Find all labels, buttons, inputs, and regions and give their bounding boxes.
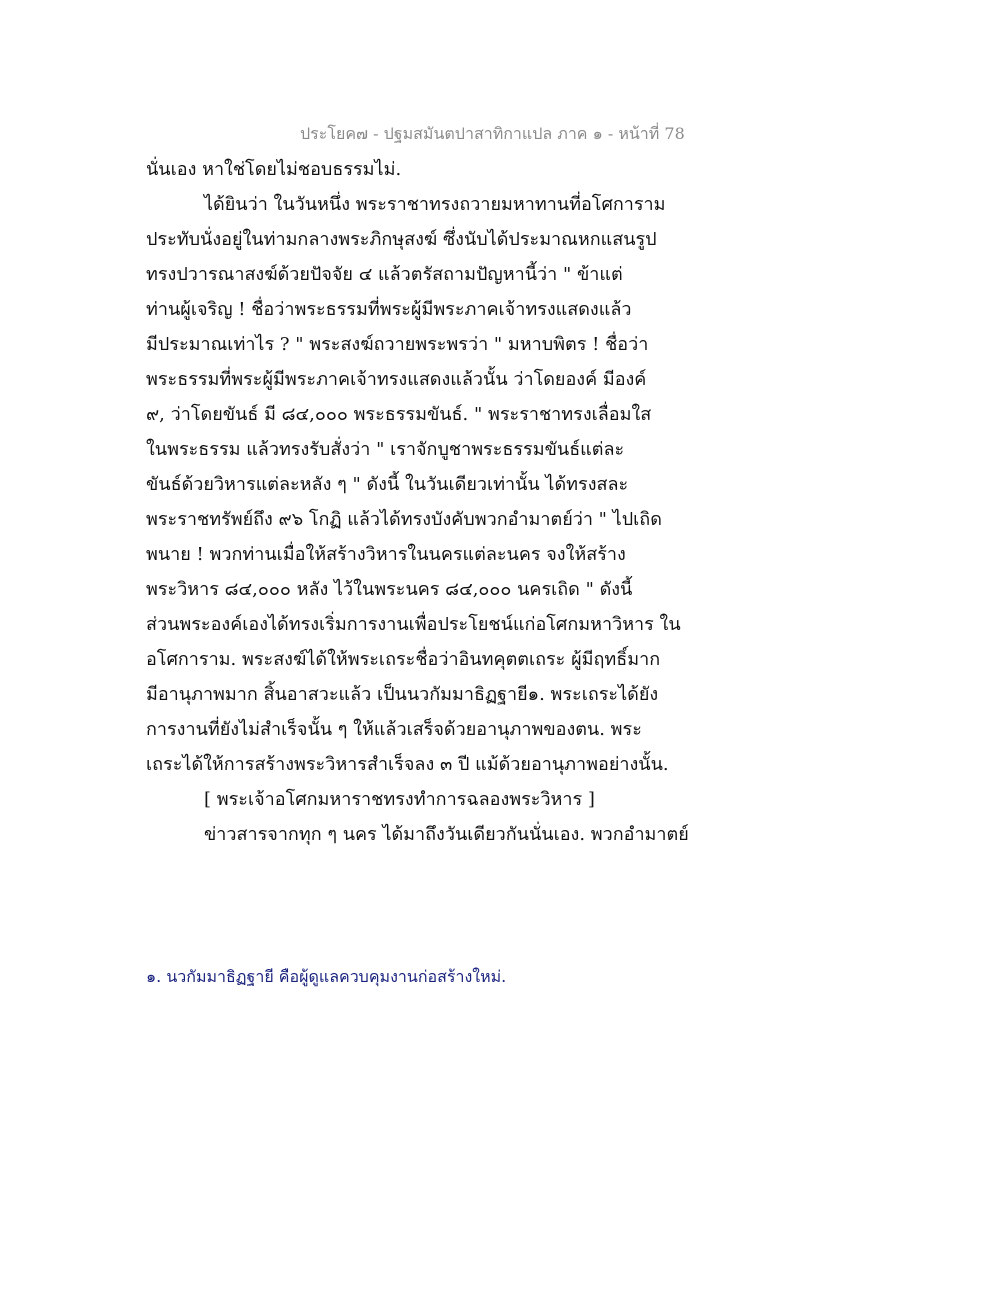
- text-line: ๙, ว่าโดยขันธ์ มี ๘๔,๐๐๐ พระธรรมขันธ์. " พระราชาทรงเลื่อมใส: [146, 404, 652, 425]
- text-line: ส่วนพระองค์เองได้ทรงเริ่มการงานเพื่อประโยชน์แก่อโศกมหาวิหาร ใน: [146, 614, 681, 635]
- section-heading: [ พระเจ้าอโศกมหาราชทรงทำการฉลองพระวิหาร ]: [204, 789, 595, 810]
- text-line: ในพระธรรม แล้วทรงรับสั่งว่า " เราจักบูชาพระธรรมขันธ์แต่ละ: [146, 439, 625, 460]
- text-line: ท่านผู้เจริญ ! ชื่อว่าพระธรรมที่พระผู้มีพระภาคเจ้าทรงแสดงแล้ว: [146, 299, 632, 320]
- text-line: พระราชทรัพย์ถึง ๙๖ โกฏิ แล้วได้ทรงบังคับพวกอำมาตย์ว่า " ไปเถิด: [146, 509, 662, 530]
- body-text: [146, 152, 726, 852]
- text-line: ข่าวสารจากทุก ๆ นคร ได้มาถึงวันเดียวกันนั่นเอง. พวกอำมาตย์: [204, 824, 689, 845]
- text-line: พนาย ! พวกท่านเมื่อให้สร้างวิหารในนครแต่ละนคร จงให้สร้าง: [146, 544, 626, 565]
- text-line: การงานที่ยังไม่สำเร็จนั้น ๆ ให้แล้วเสร็จด้วยอานุภาพของตน. พระ: [146, 719, 642, 740]
- text-line: เถระได้ให้การสร้างพระวิหารสำเร็จลง ๓ ปี แม้ด้วยอานุภาพอย่างนั้น.: [146, 754, 669, 775]
- footnote: ๑. นวกัมมาธิฏฐายี คือผู้ดูแลควบคุมงานก่อสร้างใหม่.: [146, 967, 507, 986]
- text-line: ขันธ์ด้วยวิหารแต่ละหลัง ๆ " ดังนี้ ในวันเดียวเท่านั้น ได้ทรงสละ: [146, 474, 629, 495]
- text-line: อโศการาม. พระสงฆ์ได้ให้พระเถระชื่อว่าอินทคุตตเถระ ผู้มีฤทธิ์มาก: [146, 649, 661, 670]
- text-line: ได้ยินว่า ในวันหนึ่ง พระราชาทรงถวายมหาทานที่อโศการาม: [204, 194, 666, 215]
- text-line: มีอานุภาพมาก สิ้นอาสวะแล้ว เป็นนวกัมมาธิฏฐายี๑. พระเถระได้ยัง: [146, 684, 659, 705]
- text-line: ประทับนั่งอยู่ในท่ามกลางพระภิกษุสงฆ์ ซึ่งนับได้ประมาณหกแสนรูป: [146, 229, 657, 250]
- text-line: ทรงปวารณาสงฆ์ด้วยปัจจัย ๔ แล้วตรัสถามปัญหานี้ว่า " ข้าแต่: [146, 264, 623, 285]
- text-line: พระธรรมที่พระผู้มีพระภาคเจ้าทรงแสดงแล้วนั้น ว่าโดยองค์ มีองค์: [146, 369, 647, 390]
- text-line: พระวิหาร ๘๔,๐๐๐ หลัง ไว้ในพระนคร ๘๔,๐๐๐ นครเถิด " ดังนี้: [146, 579, 633, 600]
- text-line: นั่นเอง หาใช่โดยไม่ชอบธรรมไม่.: [146, 159, 402, 180]
- running-header: ประโยค๗ - ปฐมสมันตปาสาทิกาแปล ภาค ๑ - หน้าที่ 78: [300, 124, 685, 143]
- text-line: มีประมาณเท่าไร ? " พระสงฆ์ถวายพระพรว่า " มหาบพิตร ! ชื่อว่า: [146, 334, 649, 355]
